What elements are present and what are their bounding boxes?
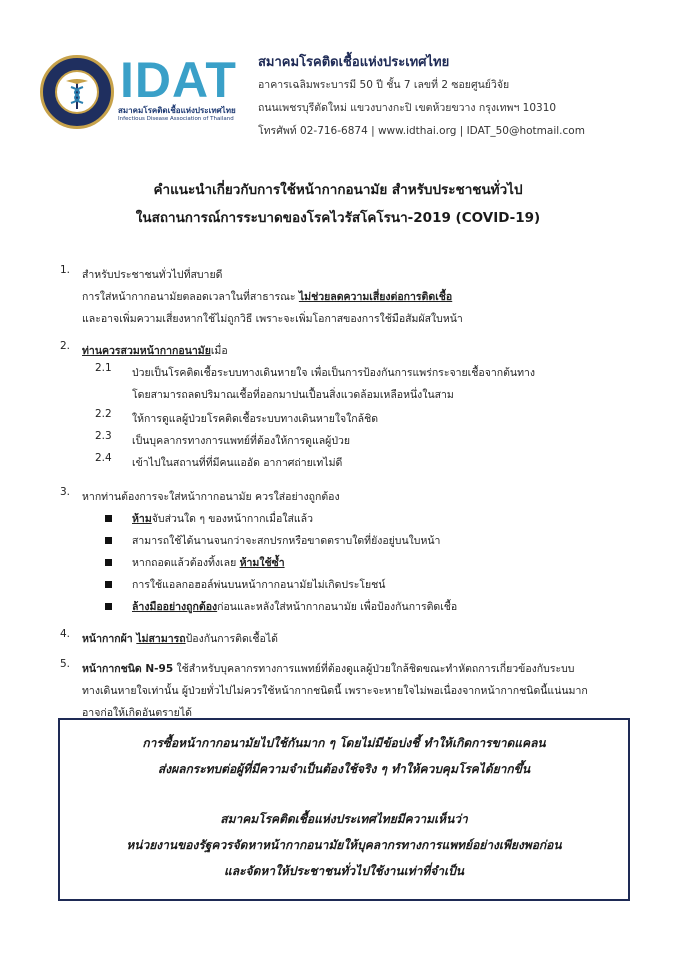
- bullet-item: ล้างมืออย่างถูกต้องก่อนและหลังใส่หน้ากากอนามัย เพื่อป้องกันการติดเชื้อ: [82, 596, 660, 618]
- contact-line: โทรศัพท์ 02-716-6874 | www.idthai.org | IDAT_50@hotmail.com: [258, 125, 585, 137]
- emphasis-text: ห้ามใช้ซ้ำ: [239, 557, 285, 569]
- caduceus-seal-icon: [40, 55, 114, 129]
- bullet-item: สามารถใช้ได้นานจนกว่าจะสกปรกหรือขาดตราบใดที่ยังอยู่บนใบหน้า: [82, 530, 660, 552]
- emphasis-text: ไม่ช่วยลดความเสี่ยงต่อการติดเชื้อ: [298, 291, 453, 303]
- emphasis-text: ท่านควรสวมหน้ากากอนามัย: [82, 345, 211, 357]
- letterhead: [0, 0, 676, 160]
- notice-line-5: และจัดหาให้ประชาชนทั่วไปใช้งานเท่าที่จำเป็น: [224, 864, 464, 878]
- sub-item-2-3: 2.3 เป็นบุคลากรทางการแพทย์ที่ต้องให้การดูแลผู้ป่วย: [95, 430, 351, 447]
- square-bullet-icon: [105, 537, 112, 544]
- sub-item-2-1: 2.1 ป่วยเป็นโรคติดเชื้อระบบทางเดินหายใจ เพื่อเป็นการป้องกันการแพร่กระจายเชื้อจากต้นทาง โดยสามารถลดปริมาณเชื้อที่ออกมาปนเปื้อนสิ่งแวดล้อมเหลือหนึ่งในสาม: [95, 362, 536, 401]
- list-item-1: [60, 264, 660, 330]
- square-bullet-icon: [105, 515, 112, 522]
- square-bullet-icon: [105, 559, 112, 566]
- organization-name: สมาคมโรคติดเชื้อแห่งประเทศไทย: [258, 55, 450, 70]
- item-2-heading: ท่านควรสวมหน้ากากอนามัยเมื่อ: [82, 345, 228, 357]
- logo-subtitle-english: Infectious Disease Association of Thailand: [118, 116, 234, 122]
- square-bullet-icon: [105, 603, 112, 610]
- emphasis-text: ล้างมืออย่างถูกต้อง: [132, 601, 218, 613]
- organization-info: [258, 52, 658, 143]
- notice-box: [58, 718, 630, 901]
- logo-text: IDAT: [120, 52, 237, 108]
- bullet-item: หากถอดแล้วต้องทิ้งเลย ห้ามใช้ซ้ำ: [82, 552, 660, 574]
- idat-logo: [118, 52, 248, 130]
- item-number: 2.: [60, 340, 71, 352]
- item-1-line-3: และอาจเพิ่มความเสี่ยงหากใช้ไม่ถูกวิธี เพราะจะเพิ่มโอกาสของการใช้มือสัมผัสใบหน้า: [82, 313, 463, 325]
- item-number: 1.: [60, 264, 71, 276]
- list-item-2: [60, 340, 660, 474]
- address-line-2: ถนนเพชรบุรีตัดใหม่ แขวงบางกะปิ เขตห้วยขวาง กรุงเทพฯ 10310: [258, 102, 557, 114]
- item-1-line-1: สำหรับประชาชนทั่วไปที่สบายดี: [82, 269, 223, 281]
- document-title-line-2: ในสถานการณ์การระบาดของโรคไวรัสโคโรนา-2019 (COVID-19): [135, 210, 541, 226]
- emphasis-text: ห้าม: [132, 513, 152, 525]
- bullet-item: ห้ามจับส่วนใด ๆ ของหน้ากากเมื่อใส่แล้ว: [82, 508, 660, 530]
- notice-line-3: สมาคมโรคติดเชื้อแห่งประเทศไทยมีความเห็นว่า: [220, 812, 468, 826]
- notice-line-4: หน่วยงานของรัฐควรจัดหาหน้ากากอนามัยให้บุคลากรทางการแพทย์อย่างเพียงพอก่อน: [126, 838, 562, 852]
- item-number: 4.: [60, 628, 71, 640]
- notice-line-1: การซื้อหน้ากากอนามัยไปใช้กันมาก ๆ โดยไม่มีข้อบ่งชี้ ทำให้เกิดการขาดแคลน: [142, 736, 546, 750]
- bullet-item: การใช้แอลกอฮอล์พ่นบนหน้ากากอนามัยไม่เกิดประโยชน์: [82, 574, 660, 596]
- sub-item-2-4: 2.4 เข้าไปในสถานที่ที่มีคนแออัด อากาศถ่ายเทไม่ดี: [95, 452, 343, 469]
- item-3-heading: หากท่านต้องการจะใส่หน้ากากอนามัย ควรใส่อย่างถูกต้อง: [82, 491, 340, 503]
- emphasis-text: ไม่สามารถ: [136, 633, 186, 645]
- list-item-5: 5. หน้ากากชนิด N-95 ใช้สำหรับบุคลากรทางการแพทย์ที่ต้องดูแลผู้ป่วยใกล้ชิดขณะทำหัตถการเกี่ยวข้องกับระบบ ทางเดินหายใจเท่านั้น ผู้ป่วยทั่วไปไม่ควรใช้หน้ากากชนิดนี้ เพราะจะหายใจไม่พอเนื่องจากหน้ากากชนิดนี้แน่นมาก อาจก่อให้เกิดอันตรายได้: [60, 658, 588, 719]
- recommendation-list: [60, 264, 660, 724]
- document-title-line-1: คำแนะนำเกี่ยวกับการใช้หน้ากากอนามัย สำหรับประชาชนทั่วไป: [153, 182, 523, 198]
- item-number: 3.: [60, 486, 71, 498]
- square-bullet-icon: [105, 581, 112, 588]
- item-1-line-2: การใส่หน้ากากอนามัยตลอดเวลาในที่สาธารณะ ไม่ช่วยลดความเสี่ยงต่อการติดเชื้อ: [82, 291, 453, 303]
- sub-item-2-2: 2.2 ให้การดูแลผู้ป่วยโรคติดเชื้อระบบทางเดินหายใจใกล้ชิด: [95, 408, 379, 425]
- list-item-4: 4. หน้ากากผ้า ไม่สามารถป้องกันการติดเชื้อได้: [60, 628, 278, 645]
- notice-line-2: ส่งผลกระทบต่อผู้ที่มีความจำเป็นต้องใช้จริง ๆ ทำให้ควบคุมโรคได้ยากขึ้น: [157, 762, 531, 776]
- item-number: 5.: [60, 658, 71, 670]
- list-item-3: [60, 486, 660, 618]
- logo-subtitle-thai: สมาคมโรคติดเชื้อแห่งประเทศไทย: [118, 106, 236, 115]
- address-line-1: อาคารเฉลิมพระบารมี 50 ปี ชั้น 7 เลขที่ 2 ซอยศูนย์วิจัย: [258, 79, 510, 91]
